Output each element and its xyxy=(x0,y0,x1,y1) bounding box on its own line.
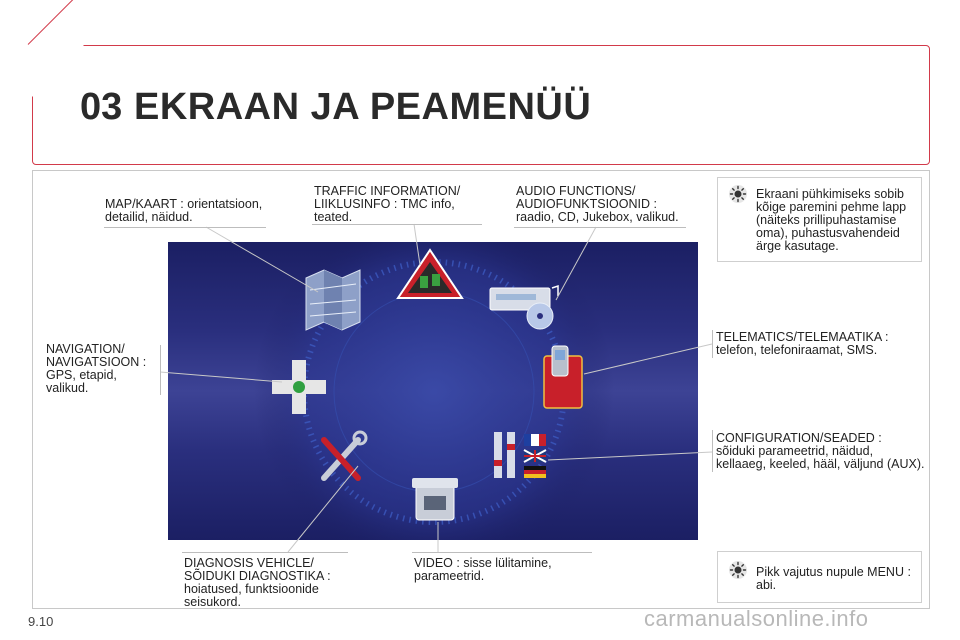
callout-map: MAP/KAART : orientatsioon, detailid, näidud. xyxy=(105,197,263,224)
callout-map-rule xyxy=(104,227,266,228)
page-title: EKRAAN JA PEAMENÜÜ xyxy=(134,86,592,128)
leader-line-telematics xyxy=(584,344,712,374)
callout-configuration-rule xyxy=(712,430,713,472)
page-number: 9.10 xyxy=(28,614,54,629)
callout-diagnosis: DIAGNOSIS VEHICLE/ SÕIDUKI DIAGNOSTIKA : hoiatused, funktsioonide seisukord. xyxy=(184,556,331,609)
callout-video: VIDEO : sisse lülitamine, parameetrid. xyxy=(414,556,552,583)
callout-configuration: CONFIGURATION/SEADED : sõiduki parameetrid, näidud, kellaaeg, keeled, hääl, väljund (AUX). xyxy=(716,431,925,471)
leader-line-configuration xyxy=(548,452,712,460)
tip-note-cleaning xyxy=(717,177,922,262)
chapter-number: 03 xyxy=(80,86,123,128)
callout-diagnosis-rule xyxy=(182,552,348,553)
callout-audio: AUDIO FUNCTIONS/ AUDIOFUNKTSIOONID : raadio, CD, Jukebox, valikud. xyxy=(516,184,679,224)
leader-line-traffic xyxy=(414,224,420,265)
leader-line-diagnosis xyxy=(288,466,358,552)
watermark: carmanualsonline.info xyxy=(644,606,869,631)
callout-traffic: TRAFFIC INFORMATION/ LIIKLUSINFO : TMC info, teated. xyxy=(314,184,461,224)
leader-line-navigation xyxy=(160,372,282,382)
callout-video-rule xyxy=(412,552,592,553)
leader-line-map xyxy=(206,227,318,292)
tip-note-menu xyxy=(717,551,922,603)
callout-navigation: NAVIGATION/ NAVIGATSIOON : GPS, etapid, valikud. xyxy=(46,342,147,395)
tip-icon xyxy=(728,184,748,204)
tip-note-cleaning-text: Ekraani pühkimiseks sobib kõige paremini pehme lapp (näiteks prillipuhastamise oma), puhastusvahendeid ärge kasutage. xyxy=(756,187,907,253)
leader-line-audio xyxy=(556,227,596,300)
callout-audio-rule xyxy=(514,227,686,228)
callout-telematics-rule xyxy=(712,330,713,358)
callout-traffic-rule xyxy=(312,224,482,225)
tip-note-menu-text: Pikk vajutus nupule MENU : abi. xyxy=(756,565,911,592)
callout-navigation-rule xyxy=(160,345,161,395)
tip-icon xyxy=(728,560,748,580)
callout-telematics: TELEMATICS/TELEMAATIKA : telefon, telefoniraamat, SMS. xyxy=(716,330,889,357)
